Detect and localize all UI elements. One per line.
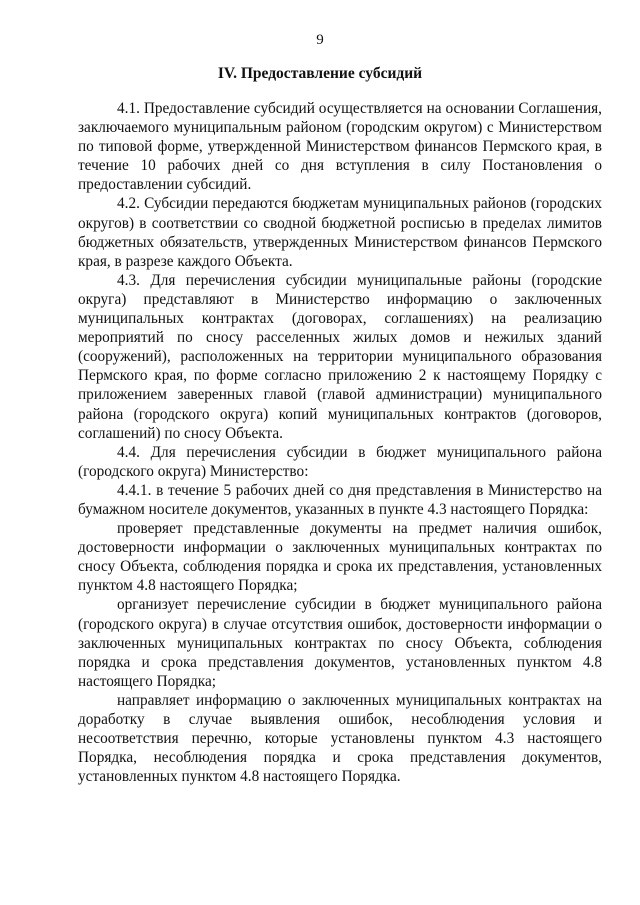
paragraph-checks-documents: проверяет представленные документы на предмет наличия ошибок, достоверности информации о заключенных муниципальных контрактах по сносу Объекта, соблюдения порядка и срока их представления, установленных пунктом 4.8 настоящего Порядка; (78, 520, 602, 595)
paragraph-4-3: 4.3. Для перечисления субсидии муниципальные районы (городские округа) представляют в Министерство информацию о заключенных муниципальных контрактах (договорах, соглашениях) на реализацию мероприятий по сносу расселенных жилых домов и нежилых зданий (сооружений), расположенных на территории муниципального образования Пермского края, по форме согласно приложению 2 к настоящему Порядку с приложением заверенных главой (главой администрации) муниципального района (городского округа) копий муниципальных контрактов (договоров, соглашений) по сносу Объекта. (78, 271, 602, 442)
paragraph-4-4-1: 4.4.1. в течение 5 рабочих дней со дня представления в Министерство на бумажном носителе документов, указанных в пункте 4.3 настоящего Порядка: (78, 481, 602, 518)
document-body (78, 99, 602, 786)
page-number: 9 (316, 32, 324, 48)
paragraph-organizes-transfer: организует перечисление субсидии в бюджет муниципального района (городского округа) в случае отсутствия ошибок, достоверности информации о заключенных муниципальных контрактах по сносу Объекта, соблюдения порядка и срока представления документов, установленных пунктом 4.8 настоящего Порядка; (78, 596, 602, 690)
section-title: IV. Предоставление субсидий (217, 65, 423, 82)
paragraph-4-2: 4.2. Субсидии передаются бюджетам муниципальных районов (городских округов) в соответствии со сводной бюджетной росписью в пределах лимитов бюджетных обязательств, утвержденных Министерством финансов Пермского края, в разрезе каждого Объекта. (78, 195, 602, 270)
paragraph-returns-for-revision: направляет информацию о заключенных муниципальных контрактах на доработку в случае выявления ошибок, несоблюдения условия и несоответствия перечню, которые установлены пунктом 4.3 настоящего Порядка, несоблюдения порядка и срока представления документов, установленных пунктом 4.8 настоящего Порядка. (78, 691, 602, 786)
paragraph-4-4: 4.4. Для перечисления субсидии в бюджет муниципального района (городского округа) Министерство: (78, 443, 602, 480)
paragraph-4-1: 4.1. Предоставление субсидий осуществляется на основании Соглашения, заключаемого муниципальным районом (городским округом) с Министерством по типовой форме, утвержденной Министерством финансов Пермского края, в течение 10 рабочих дней со дня вступления в силу Постановления о предоставлении субсидий. (78, 100, 602, 194)
